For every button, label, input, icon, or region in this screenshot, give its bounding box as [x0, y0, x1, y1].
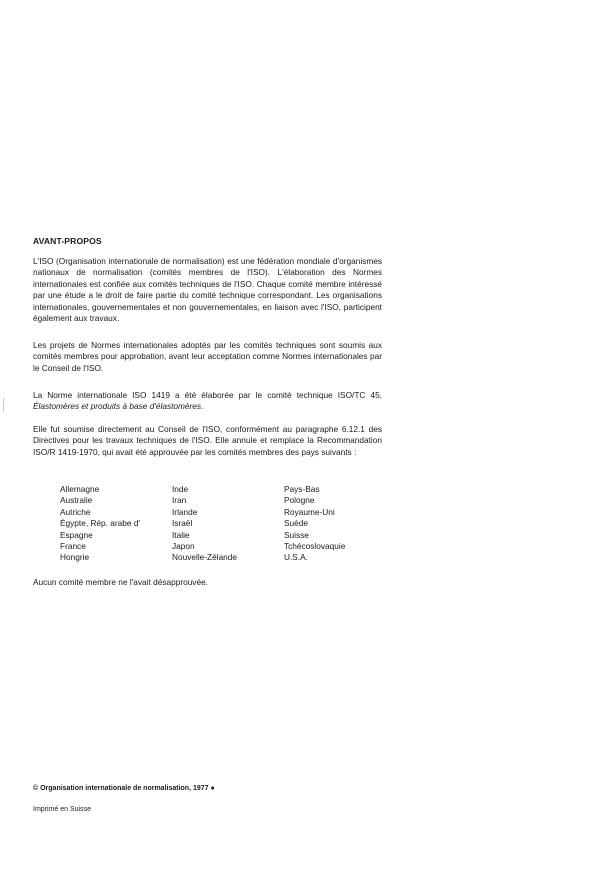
section-heading: AVANT-PROPOS: [33, 236, 102, 246]
country-item: Suisse: [284, 529, 309, 540]
country-item: Hongrie: [60, 552, 90, 563]
paragraph-draft-standards: Les projets de Normes internationales adoptés par les comités techniques sont soumis aux comités membres pour approbation, avant leur acceptation comme Normes internationales par le Conseil de l'ISO.: [33, 340, 382, 373]
country-item: Allemagne: [60, 484, 100, 494]
country-item: Italie: [172, 529, 190, 540]
country-item: France: [60, 540, 86, 551]
country-item: Pologne: [284, 495, 315, 506]
standard-origin-text: La Norme internationale ISO 1419 a été élaborée par le comité technique ISO/TC 45,: [33, 390, 382, 400]
country-item: Pays-Bas: [284, 484, 320, 494]
country-item: U.S.A.: [284, 552, 308, 563]
country-item: Israël: [172, 518, 193, 529]
country-item: Royaume-Uni: [284, 506, 335, 517]
paragraph-standard-origin: [33, 390, 382, 413]
closing-statement: Aucun comité membre ne l'avait désapprouvée.: [33, 577, 208, 587]
country-item: Égypte, Rép. arabe d': [60, 518, 140, 529]
country-item: Autriche: [60, 506, 91, 517]
country-column-2: [172, 484, 237, 564]
country-item: Japon: [172, 540, 195, 551]
country-column-3: [284, 484, 345, 564]
country-item: Nouvelle-Zélande: [172, 552, 238, 563]
country-item: Australie: [60, 495, 93, 506]
scan-margin-mark: [3, 398, 4, 412]
country-item: Espagne: [60, 529, 93, 540]
paragraph-approval: Elle fut soumise directement au Conseil de l'ISO, conformément au paragraphe 6.12.1 des Directives pour les travaux techniques de l'ISO. Elle annule et remplace la Recommandation ISO/R 1419-1970, qui avait été approuvée par les comités membres des pays suivants :: [33, 424, 382, 457]
country-item: Suède: [284, 518, 308, 529]
country-item: Tchécoslovaquie: [284, 540, 346, 551]
country-column-1: [60, 484, 140, 564]
country-item: Irlande: [172, 506, 198, 517]
country-item: Inde: [172, 484, 189, 494]
copyright-notice: © Organisation internationale de normalisation, 1977 ●: [33, 785, 215, 792]
printed-in: Imprimé en Suisse: [33, 806, 91, 813]
country-item: Iran: [172, 495, 187, 506]
committee-title: Élastomères et produits à base d'élastomères.: [33, 401, 204, 412]
paragraph-iso-description: L'ISO (Organisation internationale de normalisation) est une fédération mondiale d'organismes nationaux de normalisation (comités membres de l'ISO). L'élaboration des Normes internationales est confiée aux comités techniques de l'ISO. Chaque comité membre intéressé par une étude a le droit de faire partie du comité technique correspondant. Les organisations internationales, gouvernementales et non gouvernementales, en liaison avec l'ISO, participent également aux travaux.: [33, 256, 382, 324]
